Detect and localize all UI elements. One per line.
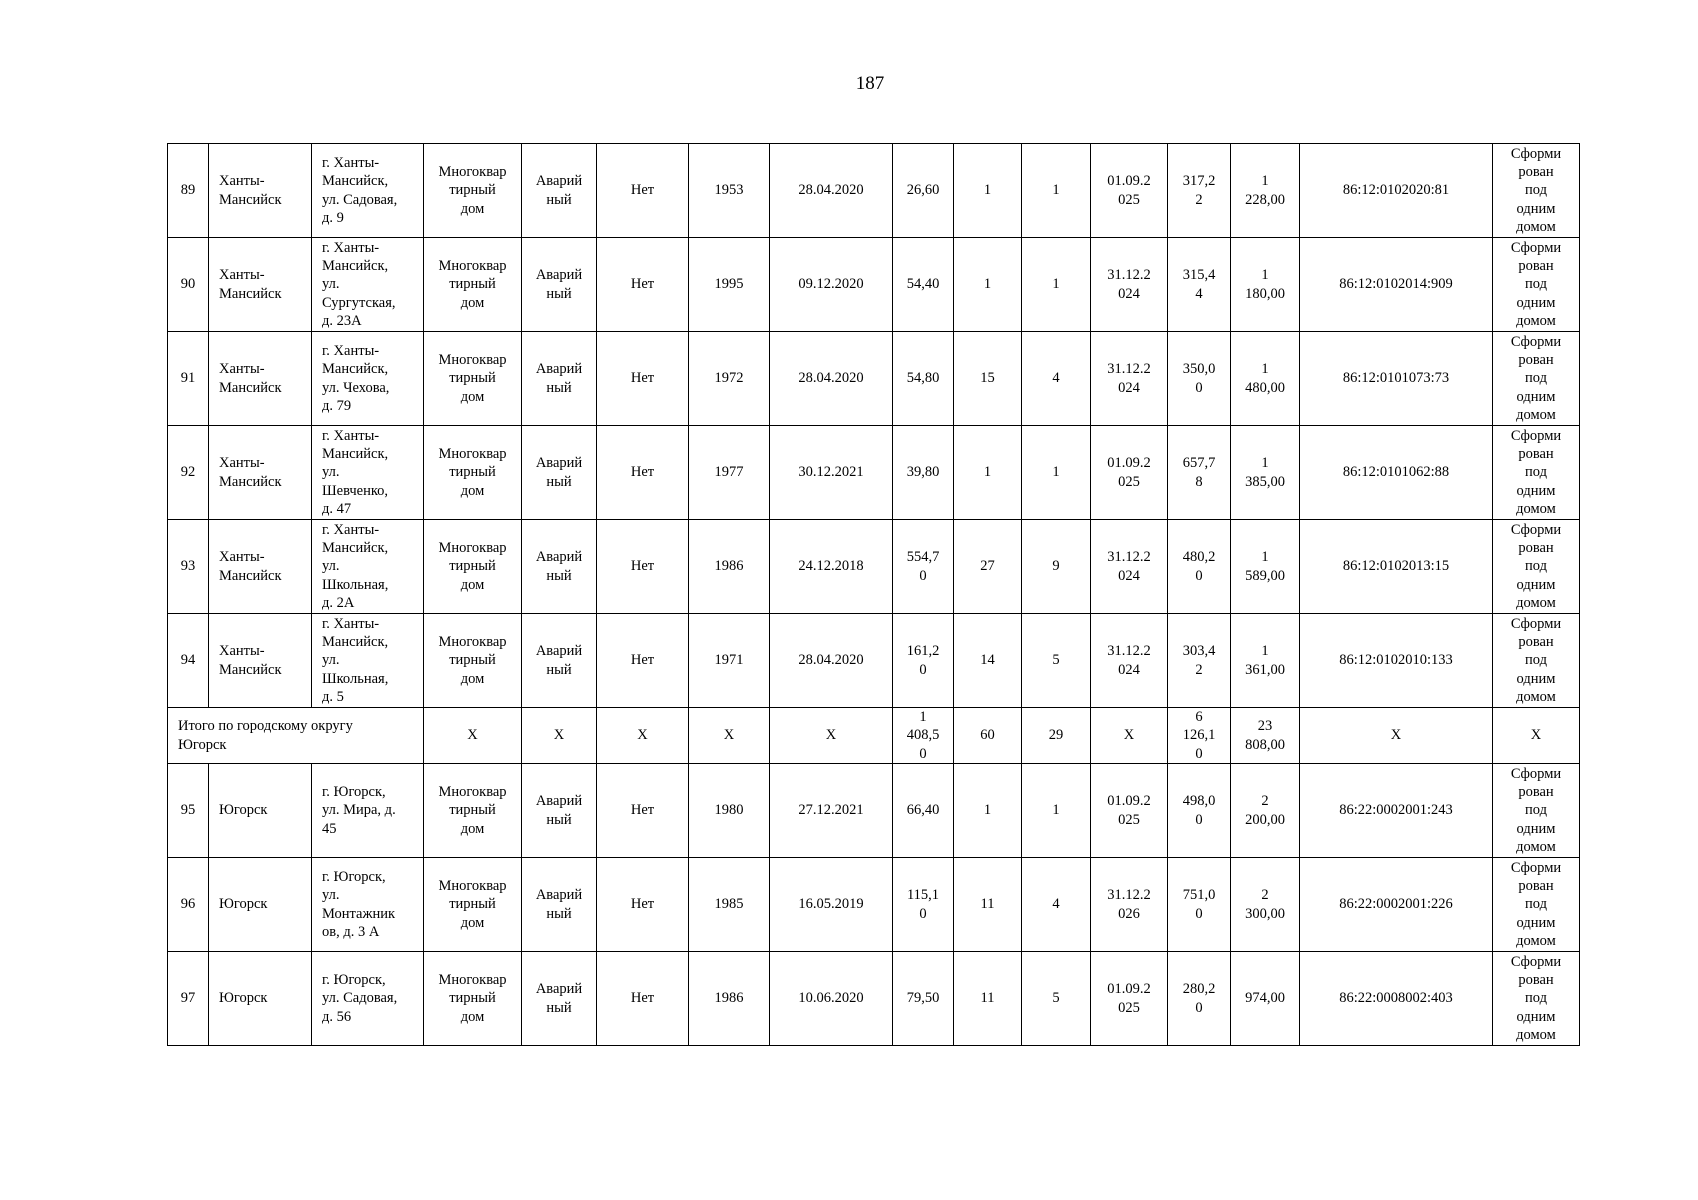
table-row (168, 144, 1580, 238)
cell-value-1: 751,0 0 (1168, 858, 1231, 952)
cell-area: 115,1 0 (893, 858, 954, 952)
subtotal-x-date: Х (770, 708, 893, 764)
cell-row-number: 91 (168, 332, 209, 426)
table-row (168, 238, 1580, 332)
cell-count-2: 9 (1022, 520, 1091, 614)
subtotal-row (168, 708, 1580, 764)
table-row (168, 426, 1580, 520)
subtotal-x-cadastral: Х (1300, 708, 1493, 764)
cell-row-number: 97 (168, 952, 209, 1046)
cell-count-2: 1 (1022, 238, 1091, 332)
cell-land-status: Сформи рован под одним домом (1493, 520, 1580, 614)
subtotal-label: Итого по городскому округу Югорск (168, 708, 424, 764)
cell-condition: Аварий ный (522, 238, 597, 332)
cell-municipality: Ханты- Мансийск (209, 426, 312, 520)
cell-value-1: 657,7 8 (1168, 426, 1231, 520)
cell-deadline: 31.12.2 024 (1091, 614, 1168, 708)
cell-build-year: 1972 (689, 332, 770, 426)
subtotal-count-1: 60 (954, 708, 1022, 764)
cell-recognition-date: 10.06.2020 (770, 952, 893, 1046)
cell-land-status: Сформи рован под одним домом (1493, 952, 1580, 1046)
cell-row-number: 90 (168, 238, 209, 332)
cell-count-1: 1 (954, 426, 1022, 520)
subtotal-x-land: Х (1493, 708, 1580, 764)
cell-house-type: Многоквар тирный дом (424, 952, 522, 1046)
cell-count-2: 1 (1022, 764, 1091, 858)
cell-row-number: 93 (168, 520, 209, 614)
cell-build-year: 1980 (689, 764, 770, 858)
cell-cadastral-number: 86:12:0102013:15 (1300, 520, 1493, 614)
cell-cadastral-number: 86:22:0002001:226 (1300, 858, 1493, 952)
cell-municipality: Ханты- Мансийск (209, 520, 312, 614)
table-row (168, 764, 1580, 858)
cell-condition: Аварий ный (522, 426, 597, 520)
cell-address: г. Ханты- Мансийск, ул. Шевченко, д. 47 (312, 426, 424, 520)
cell-value-2: 1 589,00 (1231, 520, 1300, 614)
cell-count-1: 1 (954, 144, 1022, 238)
cell-build-year: 1971 (689, 614, 770, 708)
cell-municipality: Югорск (209, 858, 312, 952)
cell-address: г. Ханты- Мансийск, ул. Сургутская, д. 23А (312, 238, 424, 332)
cell-area: 26,60 (893, 144, 954, 238)
cell-count-1: 15 (954, 332, 1022, 426)
cell-address: г. Ханты- Мансийск, ул. Садовая, д. 9 (312, 144, 424, 238)
cell-address: г. Ханты- Мансийск, ул. Школьная, д. 2А (312, 520, 424, 614)
cell-land-status: Сформи рован под одним домом (1493, 614, 1580, 708)
cell-recognition-date: 28.04.2020 (770, 614, 893, 708)
cell-value-1: 350,0 0 (1168, 332, 1231, 426)
cell-condition: Аварий ный (522, 764, 597, 858)
cell-deadline: 01.09.2 025 (1091, 426, 1168, 520)
subtotal-area: 1 408,5 0 (893, 708, 954, 764)
cell-area: 54,80 (893, 332, 954, 426)
page-number: 187 (855, 73, 885, 94)
cell-value-2: 1 228,00 (1231, 144, 1300, 238)
cell-count-1: 11 (954, 858, 1022, 952)
cell-municipality: Югорск (209, 952, 312, 1046)
cell-address: г. Ханты- Мансийск, ул. Школьная, д. 5 (312, 614, 424, 708)
cell-condition: Аварий ный (522, 952, 597, 1046)
subtotal-value-1: 6 126,1 0 (1168, 708, 1231, 764)
cell-build-year: 1986 (689, 520, 770, 614)
cell-municipality: Ханты- Мансийск (209, 614, 312, 708)
cell-address: г. Югорск, ул. Мира, д. 45 (312, 764, 424, 858)
cell-house-type: Многоквар тирный дом (424, 426, 522, 520)
cell-condition: Аварий ный (522, 144, 597, 238)
cell-condition: Аварий ный (522, 614, 597, 708)
subtotal-x-deadline: Х (1091, 708, 1168, 764)
cell-build-year: 1986 (689, 952, 770, 1046)
cell-deadline: 01.09.2 025 (1091, 952, 1168, 1046)
cell-house-type: Многоквар тирный дом (424, 614, 522, 708)
cell-recognition-date: 09.12.2020 (770, 238, 893, 332)
cell-count-1: 1 (954, 764, 1022, 858)
table-row (168, 952, 1580, 1046)
table-row (168, 332, 1580, 426)
cell-flag: Нет (597, 332, 689, 426)
cell-condition: Аварий ный (522, 520, 597, 614)
cell-row-number: 92 (168, 426, 209, 520)
cell-count-1: 1 (954, 238, 1022, 332)
cell-value-2: 974,00 (1231, 952, 1300, 1046)
cell-value-2: 1 385,00 (1231, 426, 1300, 520)
cell-value-1: 303,4 2 (1168, 614, 1231, 708)
cell-municipality: Ханты- Мансийск (209, 144, 312, 238)
cell-area: 161,2 0 (893, 614, 954, 708)
cell-cadastral-number: 86:22:0002001:243 (1300, 764, 1493, 858)
cell-row-number: 96 (168, 858, 209, 952)
cell-row-number: 89 (168, 144, 209, 238)
cell-count-1: 14 (954, 614, 1022, 708)
cell-value-1: 498,0 0 (1168, 764, 1231, 858)
cell-value-2: 1 180,00 (1231, 238, 1300, 332)
cell-condition: Аварий ный (522, 858, 597, 952)
cell-recognition-date: 27.12.2021 (770, 764, 893, 858)
cell-deadline: 31.12.2 024 (1091, 238, 1168, 332)
cell-condition: Аварий ный (522, 332, 597, 426)
cell-deadline: 01.09.2 025 (1091, 764, 1168, 858)
cell-land-status: Сформи рован под одним домом (1493, 764, 1580, 858)
cell-recognition-date: 28.04.2020 (770, 332, 893, 426)
cell-recognition-date: 24.12.2018 (770, 520, 893, 614)
cell-municipality: Ханты- Мансийск (209, 238, 312, 332)
subtotal-x-flag: Х (597, 708, 689, 764)
cell-land-status: Сформи рован под одним домом (1493, 332, 1580, 426)
cell-count-2: 4 (1022, 332, 1091, 426)
cell-deadline: 01.09.2 025 (1091, 144, 1168, 238)
cell-area: 79,50 (893, 952, 954, 1046)
subtotal-count-2: 29 (1022, 708, 1091, 764)
cell-flag: Нет (597, 520, 689, 614)
cell-deadline: 31.12.2 024 (1091, 520, 1168, 614)
cell-recognition-date: 28.04.2020 (770, 144, 893, 238)
subtotal-x-year: Х (689, 708, 770, 764)
cell-cadastral-number: 86:12:0101062:88 (1300, 426, 1493, 520)
table-row (168, 520, 1580, 614)
cell-flag: Нет (597, 144, 689, 238)
subtotal-x-type: Х (424, 708, 522, 764)
cell-flag: Нет (597, 426, 689, 520)
cell-cadastral-number: 86:12:0102014:909 (1300, 238, 1493, 332)
cell-address: г. Югорск, ул. Садовая, д. 56 (312, 952, 424, 1046)
cell-land-status: Сформи рован под одним домом (1493, 858, 1580, 952)
cell-count-2: 1 (1022, 426, 1091, 520)
table-row (168, 614, 1580, 708)
cell-build-year: 1977 (689, 426, 770, 520)
cell-value-1: 315,4 4 (1168, 238, 1231, 332)
cell-row-number: 95 (168, 764, 209, 858)
cell-cadastral-number: 86:12:0102020:81 (1300, 144, 1493, 238)
cell-value-2: 2 200,00 (1231, 764, 1300, 858)
cell-municipality: Ханты- Мансийск (209, 332, 312, 426)
subtotal-value-2: 23 808,00 (1231, 708, 1300, 764)
cell-build-year: 1985 (689, 858, 770, 952)
cell-house-type: Многоквар тирный дом (424, 520, 522, 614)
cell-house-type: Многоквар тирный дом (424, 332, 522, 426)
cell-flag: Нет (597, 238, 689, 332)
cell-flag: Нет (597, 952, 689, 1046)
cell-area: 54,40 (893, 238, 954, 332)
cell-land-status: Сформи рован под одним домом (1493, 144, 1580, 238)
cell-house-type: Многоквар тирный дом (424, 858, 522, 952)
cell-land-status: Сформи рован под одним домом (1493, 426, 1580, 520)
cell-value-1: 480,2 0 (1168, 520, 1231, 614)
cell-recognition-date: 16.05.2019 (770, 858, 893, 952)
cell-house-type: Многоквар тирный дом (424, 144, 522, 238)
cell-count-2: 1 (1022, 144, 1091, 238)
cell-cadastral-number: 86:12:0102010:133 (1300, 614, 1493, 708)
cell-cadastral-number: 86:12:0101073:73 (1300, 332, 1493, 426)
cell-value-2: 1 361,00 (1231, 614, 1300, 708)
cell-flag: Нет (597, 614, 689, 708)
cell-house-type: Многоквар тирный дом (424, 764, 522, 858)
cell-area: 66,40 (893, 764, 954, 858)
subtotal-x-state: Х (522, 708, 597, 764)
table-row (168, 858, 1580, 952)
cell-count-1: 11 (954, 952, 1022, 1046)
cell-row-number: 94 (168, 614, 209, 708)
cell-value-1: 280,2 0 (1168, 952, 1231, 1046)
cell-address: г. Югорск, ул. Монтажник ов, д. 3 А (312, 858, 424, 952)
cell-build-year: 1995 (689, 238, 770, 332)
cell-build-year: 1953 (689, 144, 770, 238)
cell-address: г. Ханты- Мансийск, ул. Чехова, д. 79 (312, 332, 424, 426)
cell-municipality: Югорск (209, 764, 312, 858)
cell-area: 554,7 0 (893, 520, 954, 614)
cell-deadline: 31.12.2 026 (1091, 858, 1168, 952)
housing-table (167, 143, 1580, 1046)
cell-flag: Нет (597, 858, 689, 952)
cell-count-2: 5 (1022, 952, 1091, 1046)
cell-count-2: 5 (1022, 614, 1091, 708)
cell-value-2: 2 300,00 (1231, 858, 1300, 952)
cell-recognition-date: 30.12.2021 (770, 426, 893, 520)
cell-flag: Нет (597, 764, 689, 858)
cell-land-status: Сформи рован под одним домом (1493, 238, 1580, 332)
cell-cadastral-number: 86:22:0008002:403 (1300, 952, 1493, 1046)
cell-count-1: 27 (954, 520, 1022, 614)
cell-value-2: 1 480,00 (1231, 332, 1300, 426)
cell-area: 39,80 (893, 426, 954, 520)
cell-deadline: 31.12.2 024 (1091, 332, 1168, 426)
cell-house-type: Многоквар тирный дом (424, 238, 522, 332)
cell-value-1: 317,2 2 (1168, 144, 1231, 238)
cell-count-2: 4 (1022, 858, 1091, 952)
